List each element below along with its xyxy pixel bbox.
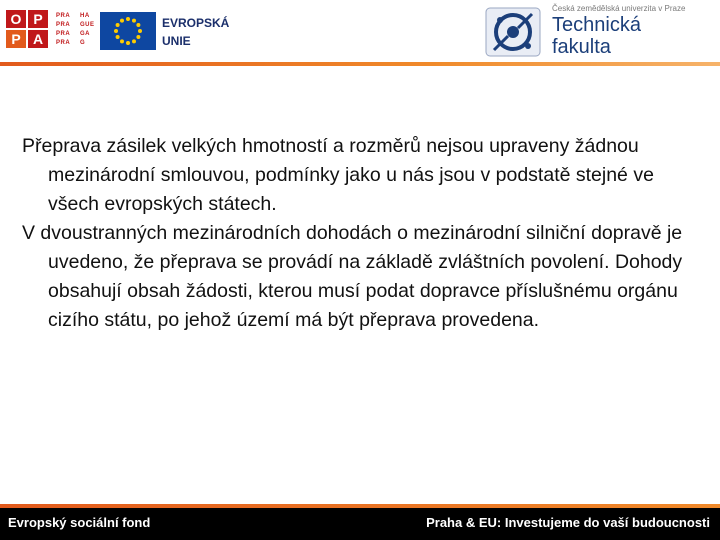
- oppa-letter: P: [28, 10, 48, 28]
- praha-cell: GA: [80, 31, 90, 37]
- praha-cell: PRA: [56, 31, 71, 37]
- tf-logo-line2: fakulta: [552, 36, 611, 58]
- oppa-letter: O: [6, 10, 26, 28]
- oppa-letter: P: [6, 30, 26, 48]
- slide-content: [22, 132, 702, 335]
- eu-logo-line2: UNIE: [162, 34, 191, 48]
- praha-cell: PRA: [56, 22, 71, 28]
- footer-left-text: Evropský sociální fond: [8, 515, 151, 530]
- header: [0, 0, 720, 66]
- praha-cell: HA: [80, 13, 90, 19]
- eu-logo-text: [162, 14, 229, 50]
- eu-flag-icon: [100, 12, 156, 50]
- footer-right-text: Praha & EU: Investujeme do vaší budoucnosti: [426, 515, 710, 530]
- praha-cell: PRA: [56, 13, 71, 19]
- paragraph: Přeprava zásilek velkých hmotností a rozměrů nejsou upraveny žádnou mezinárodní smlouvou, podmínky jako u nás jsou v podstatě stejné ve všech evropských státech.: [22, 135, 654, 215]
- eu-logo-line1: EVROPSKÁ: [162, 16, 230, 30]
- tf-logo-line1: Technická: [552, 14, 641, 36]
- praha-text-grid: [56, 12, 100, 48]
- oppa-letter: A: [28, 30, 48, 48]
- header-divider: [0, 62, 720, 66]
- tf-emblem-icon: [484, 6, 542, 58]
- praha-cell: PRA: [56, 40, 71, 46]
- tf-university-name: Česká zemědělská univerzita v Praze: [552, 4, 686, 13]
- oppa-logo: [6, 10, 50, 52]
- praha-cell: G: [80, 40, 86, 46]
- praha-cell: GUE: [80, 22, 95, 28]
- paragraph: V dvoustranných mezinárodních dohodách o mezinárodní silniční dopravě je uvedeno, že přeprava se provádí na základě zvláštních povolení. Dohody obsahují obsah žádosti, kterou musí podat dopravce příslušnému orgánu cizího státu, po jehož území má být přeprava provedena.: [22, 222, 683, 331]
